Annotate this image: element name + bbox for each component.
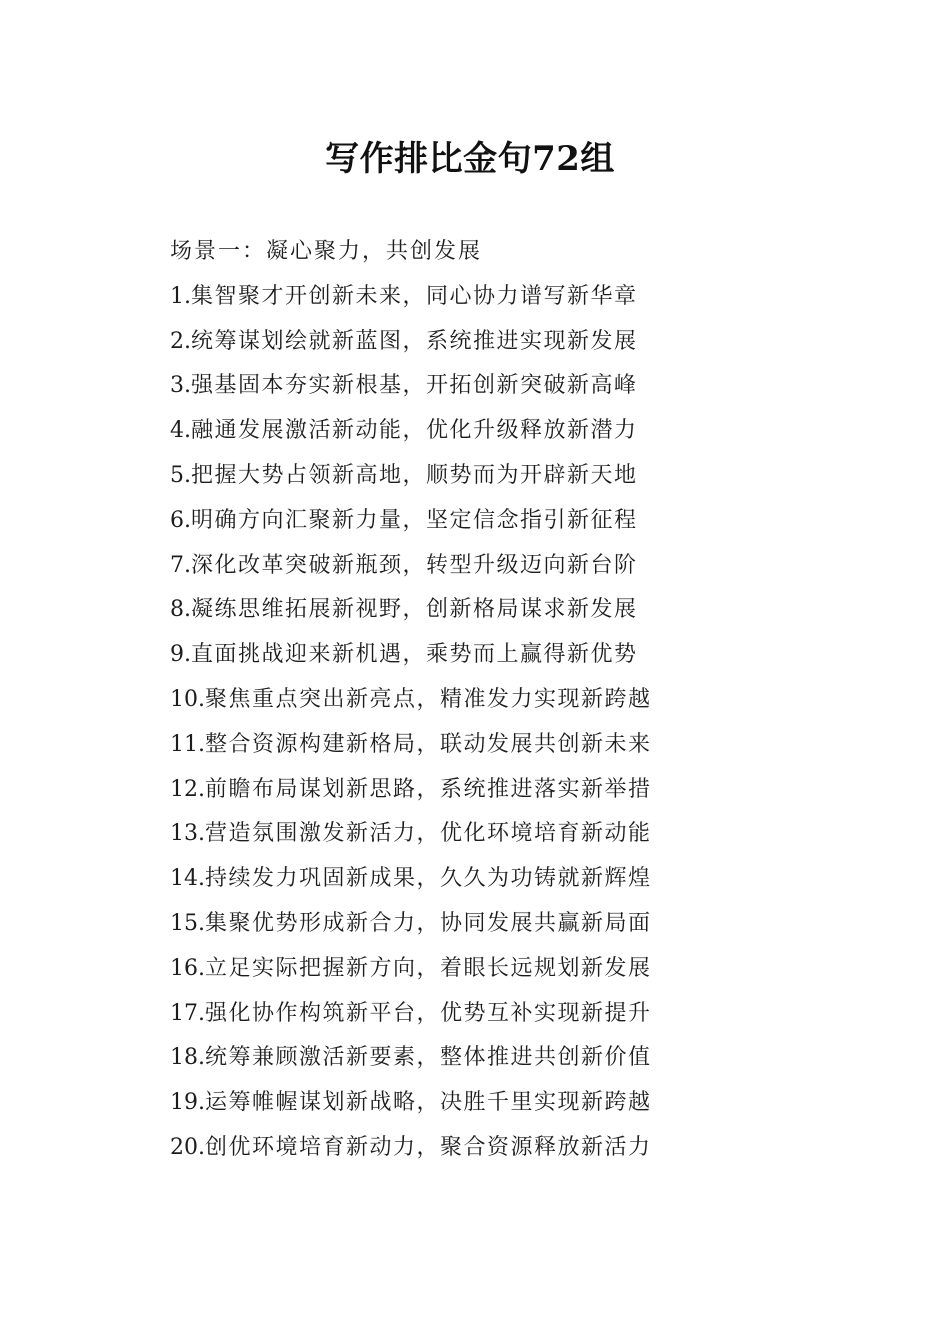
list-item bbox=[170, 1081, 870, 1126]
list-item bbox=[170, 857, 870, 902]
item-text: 前瞻布局谋划新思路，系统推进落实新举措 bbox=[205, 776, 652, 802]
list-item bbox=[170, 588, 870, 633]
item-number: 18. bbox=[170, 1045, 205, 1071]
section-heading: 场景一：凝心聚力，共创发展 bbox=[170, 239, 483, 264]
item-text: 统筹兼顾激活新要素，整体推进共创新价值 bbox=[205, 1045, 652, 1071]
item-number: 15. bbox=[170, 910, 205, 936]
item-text: 统筹谋划绘就新蓝图，系统推进实现新发展 bbox=[191, 328, 638, 354]
item-number: 9. bbox=[170, 642, 191, 668]
item-number: 12. bbox=[170, 776, 205, 802]
page-title: 写作排比金句72组 bbox=[325, 139, 615, 179]
list-item bbox=[170, 275, 870, 320]
item-number: 2. bbox=[170, 328, 191, 354]
item-number: 6. bbox=[170, 507, 191, 533]
item-text: 凝练思维拓展新视野，创新格局谋求新发展 bbox=[191, 597, 638, 623]
list-item bbox=[170, 409, 870, 454]
item-text: 融通发展激活新动能，优化升级释放新潜力 bbox=[191, 418, 638, 444]
list-item bbox=[170, 768, 870, 813]
list-item bbox=[170, 1126, 870, 1171]
item-text: 创优环境培育新动力，聚合资源释放新活力 bbox=[205, 1134, 652, 1160]
item-text: 把握大势占领新高地，顺势而为开辟新天地 bbox=[191, 462, 638, 488]
item-text: 集智聚才开创新未来，同心协力谱写新华章 bbox=[191, 283, 638, 309]
item-text: 营造氛围激发新活力，优化环境培育新动能 bbox=[205, 821, 652, 847]
list-item bbox=[170, 723, 870, 768]
item-text: 集聚优势形成新合力，协同发展共赢新局面 bbox=[205, 910, 652, 936]
list-item bbox=[170, 902, 870, 947]
item-number: 20. bbox=[170, 1134, 205, 1160]
list-item bbox=[170, 678, 870, 723]
list-item bbox=[170, 947, 870, 992]
item-number: 17. bbox=[170, 1000, 205, 1026]
list-item bbox=[170, 633, 870, 678]
item-number: 19. bbox=[170, 1090, 205, 1116]
document-body bbox=[170, 230, 870, 1171]
item-text: 立足实际把握新方向，着眼长远规划新发展 bbox=[205, 955, 652, 981]
item-text: 明确方向汇聚新力量，坚定信念指引新征程 bbox=[191, 507, 638, 533]
item-text: 运筹帷幄谋划新战略，决胜千里实现新跨越 bbox=[205, 1090, 652, 1116]
item-number: 8. bbox=[170, 597, 191, 623]
item-number: 5. bbox=[170, 462, 191, 488]
list-item bbox=[170, 1036, 870, 1081]
item-number: 1. bbox=[170, 283, 191, 309]
item-number: 11. bbox=[170, 731, 205, 757]
list-item bbox=[170, 992, 870, 1037]
list-item bbox=[170, 544, 870, 589]
item-text: 深化改革突破新瓶颈，转型升级迈向新台阶 bbox=[191, 552, 638, 578]
item-number: 7. bbox=[170, 552, 191, 578]
item-number: 14. bbox=[170, 866, 205, 892]
list-item bbox=[170, 454, 870, 499]
item-number: 16. bbox=[170, 955, 205, 981]
list-item bbox=[170, 320, 870, 365]
item-text: 持续发力巩固新成果，久久为功铸就新辉煌 bbox=[205, 866, 652, 892]
item-text: 聚焦重点突出新亮点，精准发力实现新跨越 bbox=[205, 686, 652, 712]
list-item bbox=[170, 499, 870, 544]
item-number: 3. bbox=[170, 373, 191, 399]
item-text: 强基固本夯实新根基，开拓创新突破新高峰 bbox=[191, 373, 638, 399]
item-number: 4. bbox=[170, 418, 191, 444]
list-item bbox=[170, 364, 870, 409]
item-text: 强化协作构筑新平台，优势互补实现新提升 bbox=[205, 1000, 652, 1026]
item-number: 10. bbox=[170, 686, 205, 712]
list-item bbox=[170, 812, 870, 857]
item-number: 13. bbox=[170, 821, 205, 847]
item-text: 直面挑战迎来新机遇，乘势而上赢得新优势 bbox=[191, 642, 638, 668]
item-text: 整合资源构建新格局，联动发展共创新未来 bbox=[205, 731, 652, 757]
